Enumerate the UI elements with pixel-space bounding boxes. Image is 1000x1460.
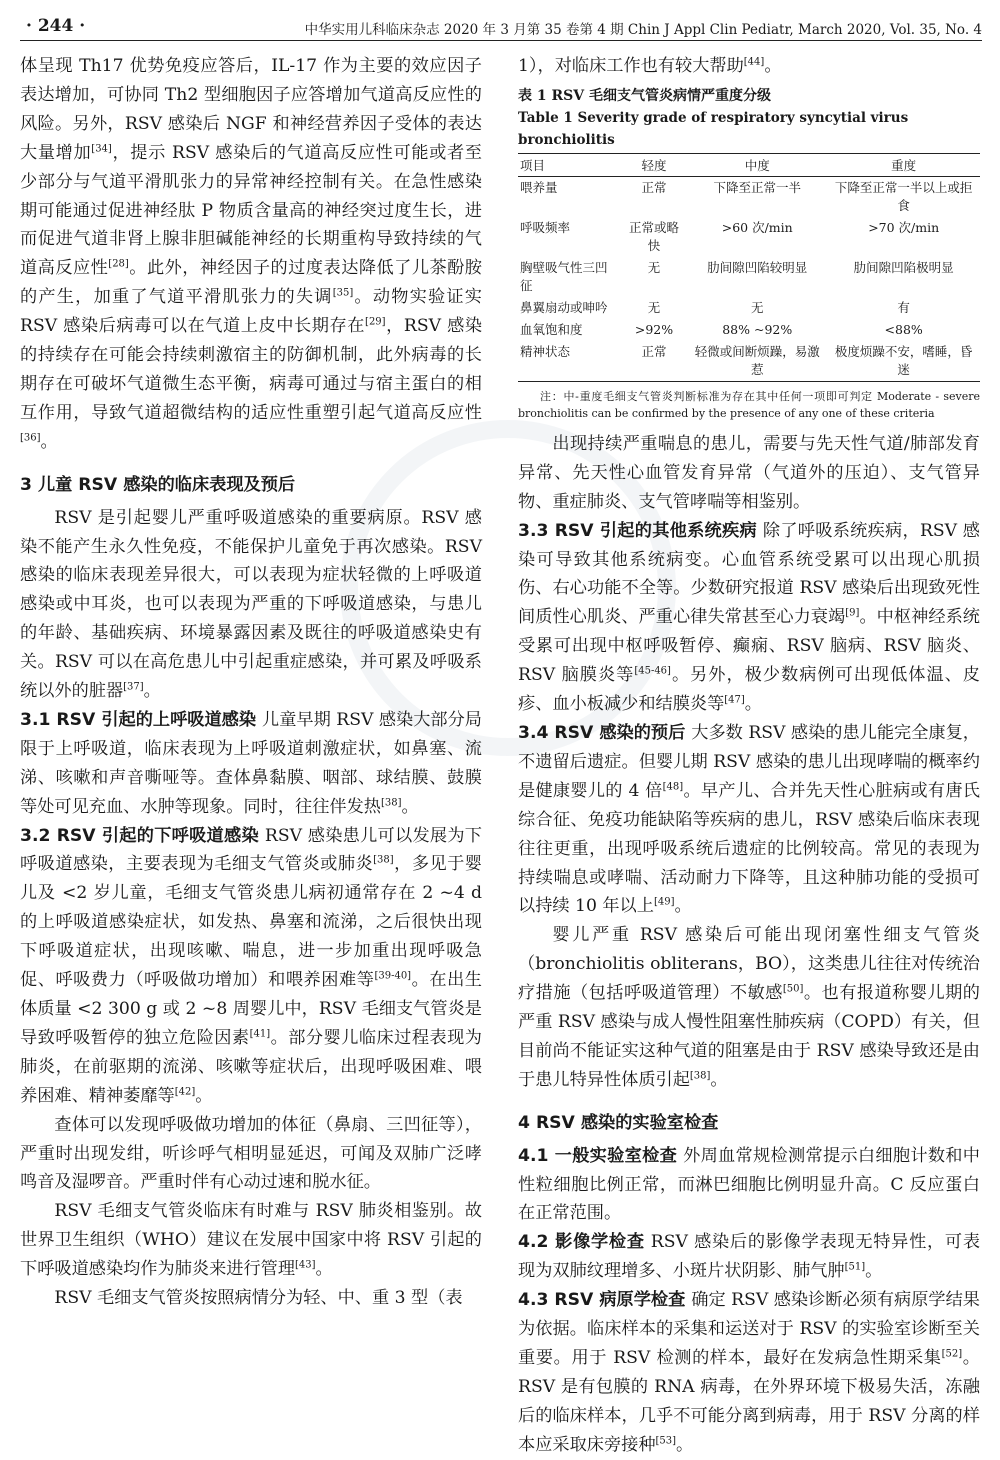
table-cell: 胸壁吸气性三凹征 bbox=[520, 259, 608, 293]
table-caption-cn: 表 1 RSV 毛细支气管炎病情严重度分级 bbox=[518, 87, 771, 104]
table-row bbox=[518, 217, 980, 257]
table-cell: 有 bbox=[897, 299, 910, 315]
column-header: 轻度 bbox=[621, 153, 687, 176]
severity-table bbox=[518, 153, 980, 382]
table-cell: >92% bbox=[634, 321, 674, 337]
left-column bbox=[20, 52, 482, 1313]
column-header: 项目 bbox=[518, 153, 621, 176]
citation[interactable]: [28] bbox=[108, 258, 129, 270]
table-cell: >70 次/min bbox=[868, 219, 940, 235]
table-cell: 极度烦躁不安，嗜睡，昏迷 bbox=[827, 341, 980, 382]
table-cell: 无 bbox=[750, 299, 764, 315]
citation[interactable]: [53] bbox=[655, 1434, 677, 1446]
citation[interactable]: [38] bbox=[380, 796, 402, 808]
table-note: 注：中-重度毛细支气管炎判断标准为存在其中任何一项即可判定 Moderate - severe bronchiolitis can be confirmed by the presence of any one of these criteria bbox=[518, 389, 980, 420]
column-header: 重度 bbox=[827, 153, 980, 176]
citation[interactable]: [50] bbox=[782, 983, 804, 995]
table-cell: 呼吸频率 bbox=[520, 219, 571, 235]
page-header bbox=[20, 10, 982, 41]
table-row bbox=[518, 257, 980, 297]
table-cell: 肋间隙凹陷极明显 bbox=[853, 259, 954, 275]
citation[interactable]: [47] bbox=[724, 694, 745, 706]
citation[interactable]: [49] bbox=[653, 896, 675, 908]
table-cell: 喂养量 bbox=[520, 179, 558, 195]
table-cell: 轻微或间断烦躁，易激惹 bbox=[687, 341, 827, 382]
paragraph-3-1: 3.1 RSV 引起的上呼吸道感染 儿童早期 RSV 感染大部分局限于上呼吸道，临床表现为上呼吸道刺激症状，如鼻塞、流涕、咳嗽和声音嘶哑等。查体鼻黏膜、咽部、球结膜、鼓膜等处可见充血、水肿等现象。同时，往往伴发热[38]。 bbox=[20, 709, 482, 817]
table-cell: <88% bbox=[884, 321, 923, 337]
citation[interactable]: [29] bbox=[365, 316, 386, 328]
subsection-heading-4-2: 4.2 影像学检查 bbox=[518, 1232, 645, 1253]
table-cell: 88% ~92% bbox=[722, 321, 793, 337]
paragraph: 婴儿严重 RSV 感染后可能出现闭塞性细支气管炎（bronchiolitis obliterans，BO），这类患儿往往对传统治疗措施（包括呼吸道管理）不敏感[50]。也有报道称婴儿期的严重 RSV 感染与成人慢性阻塞性肺疾病（COPD）有关，但目前尚不能证实这种气道的阻塞是由于 RSV 感染导致还是由于患儿特异性体质引起[38]。 bbox=[518, 925, 980, 1090]
citation[interactable]: [44] bbox=[743, 56, 765, 68]
subsection-heading-3-3: 3.3 RSV 引起的其他系统疾病 bbox=[518, 520, 757, 541]
table-cell: 正常 bbox=[641, 179, 667, 195]
page-number: · 244 · bbox=[26, 16, 86, 36]
table-cell: 正常 bbox=[621, 341, 687, 382]
table-cell: 肋间隙凹陷较明显 bbox=[707, 259, 808, 275]
citation[interactable]: [41] bbox=[249, 1028, 271, 1040]
table-cell: 下降至正常一半 bbox=[713, 179, 801, 195]
paragraph: 体呈现 Th17 优势免疫应答后，IL-17 作为主要的效应因子表达增加，可协同 Th2 型细胞因子应答增加气道高反应性的风险。另外，RSV 感染后 NGF 和神经营养因子受体的表达大量增加[34]，提示 RSV 感染后的气道高反应性可能或者至少部分与气道平滑肌张力的异常神经控制有关。在急性感染期可能通过促进神经肽 P 物质含量高的神经突过度生长，进而促进气道非肾上腺非胆碱能神经的长期重构导致持续的气道高反应性[28]。此外，神经因子的过度表达降低了儿茶酚胺的产生，加重了气道平滑肌张力的失调[35]。动物实验证实 RSV 感染后病毒可以在气道上皮中长期存在[29]，RSV 感染的持续存在可能会持续刺激宿主的防御机制，此外病毒的长期存在可破坏气道微生态平衡，病毒可通过与宿主蛋白的相互作用，导致气道超微结构的适应性重塑引起气道高反应性[36]。 bbox=[20, 56, 483, 452]
paragraph: 1），对临床工作也有较大帮助[44]。 bbox=[518, 56, 782, 76]
citation[interactable]: [9] bbox=[845, 607, 860, 619]
table-cell: 正常或略快 bbox=[628, 219, 679, 253]
citation[interactable]: [35] bbox=[332, 287, 354, 299]
subsection-heading-3-2: 3.2 RSV 引起的下呼吸道感染 bbox=[20, 825, 259, 846]
paragraph-3-3: 3.3 RSV 引起的其他系统疾病 除了呼吸系统疾病，RSV 感染可导致其他系统病变。心血管系统受累可以出现心肌损伤、右心功能不全等。少数研究报道 RSV 感染后出现致死性间质性心肌炎、严重心律失常甚至心力衰竭[9]。中枢神经系统受累可出现中枢呼吸暂停、癫痫、RSV 脑病、RSV 脑炎、RSV 脑膜炎等[45-46]。另外，极少数病例可出现低体温、皮疹、血小板减少和结膜炎等[47]。 bbox=[518, 520, 980, 715]
citation[interactable]: [38] bbox=[689, 1070, 711, 1082]
table-row bbox=[518, 341, 980, 382]
paragraph-4-2: 4.2 影像学检查 RSV 感染后的影像学表现无特异性，可表现为双肺纹理增多、小斑片状阴影、肺气肿[51]。 bbox=[518, 1232, 981, 1282]
paragraph: RSV 毛细支气管炎临床有时难与 RSV 肺炎相鉴别。故世界卫生组织（WHO）建议在发展中国家中将 RSV 引起的下呼吸道感染均作为肺炎来进行管理[43]。 bbox=[20, 1201, 482, 1280]
section-heading-3: 3 儿童 RSV 感染的临床表现及预后 bbox=[20, 474, 296, 495]
paragraph: 查体可以发现呼吸做功增加的体征（鼻扇、三凹征等），严重时出现发绀，听诊呼气相明显延迟，可闻及双肺广泛哮鸣音及湿啰音。严重时伴有心动过速和脱水征。 bbox=[20, 1114, 482, 1193]
paragraph-3-4: 3.4 RSV 感染的预后 大多数 RSV 感染的患儿能完全康复，不遗留后遗症。但婴儿期 RSV 感染的患儿出现哮喘的概率约是健康婴儿的 4 倍[48]。早产儿、合并先天性心脏病或有唐氏综合征、免疫功能缺陷等疾病的患儿，RSV 感染后临床表现往往更重，出现呼吸系统后遗症的比例较高。常见的表现为持续喘息或哮喘、活动耐力下降等，且这种肺功能的受损可以持续 10 年以上[49]。 bbox=[518, 722, 980, 917]
table-cell: 下降至正常一半以上或拒食 bbox=[834, 179, 973, 213]
citation[interactable]: [45-46] bbox=[634, 665, 671, 677]
citation[interactable]: [36] bbox=[20, 432, 41, 444]
citation[interactable]: [52] bbox=[941, 1348, 963, 1360]
citation[interactable]: [43] bbox=[295, 1259, 316, 1271]
table-row bbox=[518, 297, 980, 319]
table-caption-en: Table 1 Severity grade of respiratory syncytial virus bronchiolitis bbox=[518, 109, 909, 148]
right-column bbox=[518, 52, 980, 1460]
section-heading-4: 4 RSV 感染的实验室检查 bbox=[518, 1112, 719, 1133]
column-header: 中度 bbox=[687, 153, 827, 176]
subsection-heading-4-3: 4.3 RSV 病原学检查 bbox=[518, 1290, 686, 1311]
table-row bbox=[518, 319, 980, 341]
paragraph: 出现持续严重喘息的患儿，需要与先天性气道/肺部发育异常、先天性心血管发育异常（气道外的压迫）、支气管异物、重症肺炎、支气管哮喘等相鉴别。 bbox=[518, 433, 980, 512]
table-cell: 无 bbox=[647, 259, 661, 275]
paragraph: RSV 毛细支气管炎按照病情分为轻、中、重 3 型（表 bbox=[54, 1288, 463, 1309]
table-cell: 血氧饱和度 bbox=[520, 321, 583, 337]
table-row bbox=[518, 176, 980, 217]
journal-title: 中华实用儿科临床杂志 2020 年 3 月第 35 卷第 4 期 Chin J Appl Clin Pediatr, March 2020, Vol. 35, No. 4 bbox=[304, 22, 982, 38]
table-cell: 精神状态 bbox=[518, 341, 621, 382]
citation[interactable]: [34] bbox=[91, 142, 112, 154]
subsection-heading-3-1: 3.1 RSV 引起的上呼吸道感染 bbox=[20, 709, 257, 730]
table-header-row bbox=[518, 153, 980, 176]
paragraph-3-2: 3.2 RSV 引起的下呼吸道感染 RSV 感染患儿可以发展为下呼吸道感染，主要表现为毛细支气管炎或肺炎[38]，多见于婴儿及 <2 岁儿童，毛细支气管炎患儿病初通常存在 2 ~4 d 的上呼吸道感染症状，如发热、鼻塞和流涕，之后很快出现下呼吸道症状，出现咳嗽、喘息，进一步加重出现呼吸急促、呼吸费力（呼吸做功增加）和喂养困难等[39-40]。在出生体质量 <2 300 g 或 2 ~8 周婴儿中，RSV 毛细支气管炎是导致呼吸暂停的独立危险因素[41]。部分婴儿临床过程表现为肺炎，在前驱期的流涕、咳嗽等症状后，出现呼吸困难、喂养困难、精神萎靡等[42]。 bbox=[20, 825, 482, 1106]
table-cell: 无 bbox=[647, 299, 661, 315]
citation[interactable]: [42] bbox=[174, 1085, 196, 1097]
citation[interactable]: [39-40] bbox=[374, 970, 412, 982]
citation[interactable]: [51] bbox=[844, 1261, 866, 1273]
paragraph: RSV 是引起婴儿严重呼吸道感染的重要病原。RSV 感染不能产生永久性免疫，不能保护儿童免于再次感染。RSV 感染的临床表现差异很大，可以表现为症状轻微的上呼吸道感染或中耳炎，也可以表现为严重的下呼吸道感染，与患儿的年龄、基础疾病、环境暴露因素及既往的呼吸道感染史有关。RSV 可以在高危患儿中引起重症感染，并可累及呼吸系统以外的脏器[37]。 bbox=[20, 507, 482, 702]
table-cell: 鼻翼扇动或呻吟 bbox=[520, 299, 608, 315]
citation[interactable]: [38] bbox=[373, 854, 394, 866]
citation[interactable]: [37] bbox=[123, 681, 144, 693]
paragraph-4-1: 4.1 一般实验室检查 外周血常规检测常提示白细胞计数和中性粒细胞比例正常，而淋巴细胞比例明显升高。C 反应蛋白在正常范围。 bbox=[518, 1145, 980, 1224]
table-cell: >60 次/min bbox=[721, 219, 793, 235]
subsection-heading-3-4: 3.4 RSV 感染的预后 bbox=[518, 722, 686, 743]
paragraph-4-3: 4.3 RSV 病原学检查 确定 RSV 感染诊断必须有病原学结果为依据。临床样本的采集和运送对于 RSV 的实验室诊断至关重要。用于 RSV 检测的样本，最好在发病急性期采集[52]。RSV 是有包膜的 RNA 病毒，在外界环境下极易失活，冻融后的临床样本，几乎不可能分离到病毒，用于 RSV 分离的样本应采取床旁接种[53]。 bbox=[518, 1290, 980, 1455]
subsection-heading-4-1: 4.1 一般实验室检查 bbox=[518, 1145, 678, 1166]
citation[interactable]: [48] bbox=[662, 781, 684, 793]
